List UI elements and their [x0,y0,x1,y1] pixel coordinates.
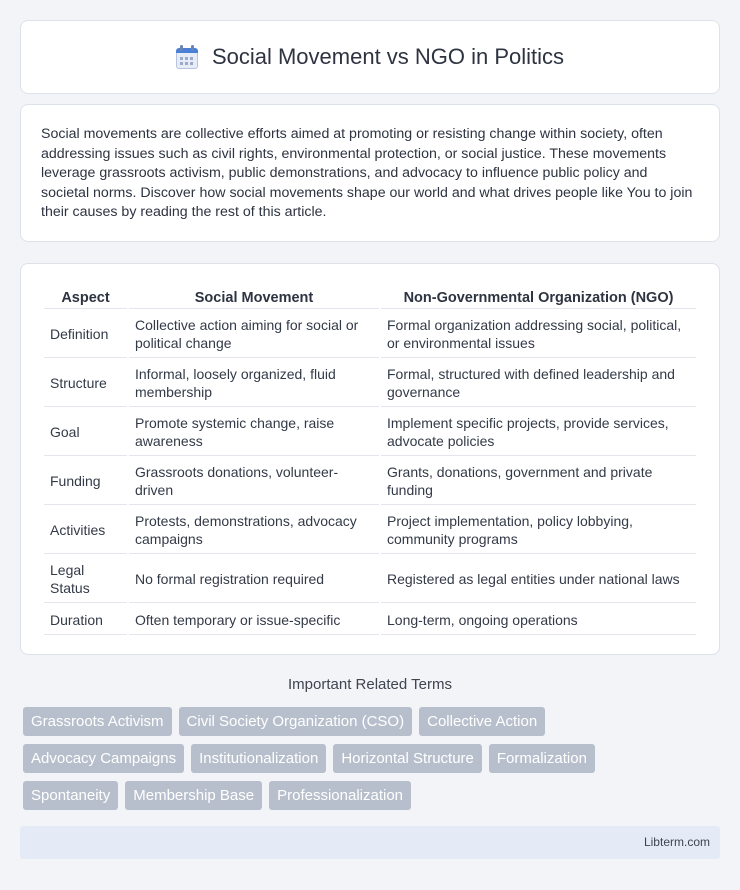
table-row [44,458,696,505]
row-ngo: Grants, donations, government and private funding [381,458,696,505]
row-social-movement: Grassroots donations, volunteer-driven [129,458,379,505]
table-row [44,556,696,603]
row-aspect: Definition [44,311,127,358]
row-ngo: Project implementation, policy lobbying, community programs [381,507,696,554]
column-header-aspect: Aspect [44,288,127,309]
tag-spontaneity[interactable]: Spontaneity [23,781,118,810]
column-header-social-movement: Social Movement [129,288,379,309]
row-social-movement: Informal, loosely organized, fluid membership [129,360,379,407]
comparison-table [42,286,698,637]
row-aspect: Activities [44,507,127,554]
row-aspect: Goal [44,409,127,456]
tag-horizontal-structure[interactable]: Horizontal Structure [333,744,482,773]
row-social-movement: Often temporary or issue-specific [129,605,379,635]
tag-institutionalization[interactable]: Institutionalization [191,744,326,773]
row-ngo: Formal organization addressing social, political, or environmental issues [381,311,696,358]
tag-civil-society-organization[interactable]: Civil Society Organization (CSO) [179,707,413,736]
row-ngo: Long-term, ongoing operations [381,605,696,635]
column-header-ngo: Non-Governmental Organization (NGO) [381,288,696,309]
comparison-table-card [20,263,720,655]
row-social-movement: Promote systemic change, raise awareness [129,409,379,456]
row-social-movement: No formal registration required [129,556,379,603]
row-aspect: Legal Status [44,556,127,603]
row-social-movement: Protests, demonstrations, advocacy campaigns [129,507,379,554]
tag-formalization[interactable]: Formalization [489,744,595,773]
row-aspect: Duration [44,605,127,635]
footer [20,826,720,859]
row-aspect: Funding [44,458,127,505]
table-row [44,311,696,358]
header-card [20,20,720,94]
tag-membership-base[interactable]: Membership Base [125,781,262,810]
page-title: Social Movement vs NGO in Politics [211,44,565,69]
table-row [44,360,696,407]
row-aspect: Structure [44,360,127,407]
table-row [44,507,696,554]
related-terms-tags [23,707,723,818]
footer-site-link[interactable]: Libterm.com [643,835,710,849]
row-social-movement: Collective action aiming for social or political change [129,311,379,358]
tag-grassroots-activism[interactable]: Grassroots Activism [23,707,172,736]
calendar-icon [176,45,198,69]
row-ngo: Implement specific projects, provide services, advocate policies [381,409,696,456]
table-row [44,409,696,456]
intro-card [20,104,720,242]
intro-text: Social movements are collective efforts aimed at promoting or resisting change within society, often addressing issues such as civil rights, environmental protection, or social justice. These movements leverage grassroots activism, public demonstrations, and advocacy to influence public policy and societal norms. Discover how social movements shape our world and what drives people like You to join their causes by reading the rest of this article. [41,126,693,220]
row-ngo: Registered as legal entities under national laws [381,556,696,603]
row-ngo: Formal, structured with defined leadership and governance [381,360,696,407]
tag-collective-action[interactable]: Collective Action [419,707,545,736]
related-terms-title: Important Related Terms [288,676,452,693]
table-header-row [44,288,696,309]
tag-advocacy-campaigns[interactable]: Advocacy Campaigns [23,744,184,773]
tag-professionalization[interactable]: Professionalization [269,781,411,810]
table-row [44,605,696,635]
